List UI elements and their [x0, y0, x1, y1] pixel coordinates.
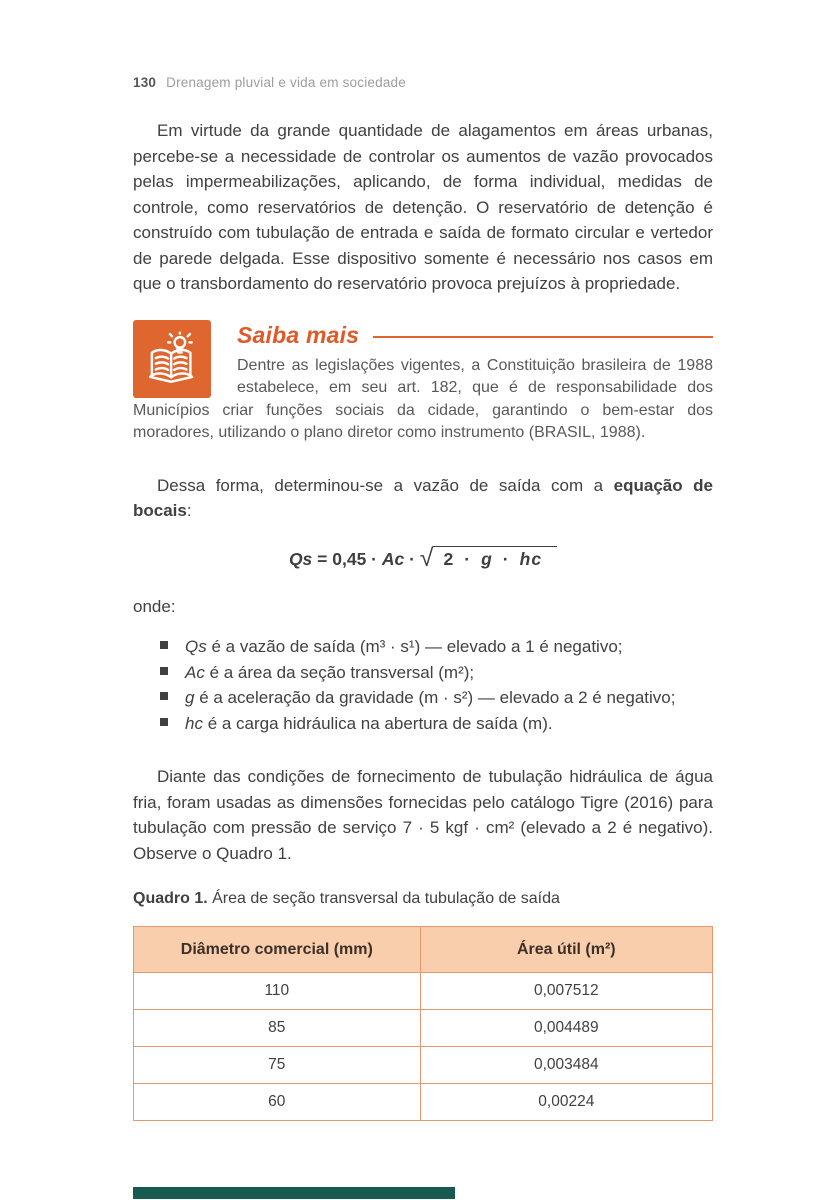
caption-label: Quadro 1.: [133, 890, 208, 907]
where-label: onde:: [133, 596, 176, 616]
table-row: [134, 1010, 713, 1047]
list-item: [133, 711, 713, 737]
square-bullet-icon: [160, 667, 168, 675]
saiba-mais-text: Dentre as legislações vigentes, a Constituição brasileira de 1988 estabelece, em seu art. 182, que é de responsabilidade dos Municípios criar funções sociais da cidade, garantindo o bem-estar dos moradores, utilizando o plano diretor como instrumento (BRASIL, 1988).: [133, 356, 713, 441]
saiba-mais-header: [237, 320, 713, 349]
radicand-dot1: ·: [464, 548, 472, 569]
radicand-dot2: ·: [502, 548, 510, 569]
formula-qs: Qs: [288, 548, 313, 569]
square-bullet-icon: [160, 641, 168, 649]
book-lightbulb-icon: [133, 320, 211, 398]
radicand: [433, 546, 558, 570]
bocais-equation: [133, 543, 713, 572]
table-row: [134, 1047, 713, 1084]
definition-text: hc é a carga hidráulica na abertura de saída (m).: [185, 713, 553, 733]
cell-area: 0,00224: [420, 1084, 712, 1121]
table-header-row: [134, 927, 713, 973]
list-item: [133, 685, 713, 711]
list-item: [133, 634, 713, 660]
radicand-hc: hc: [519, 548, 543, 569]
equation-intro: [133, 473, 713, 524]
equation-intro-prefix: Dessa forma, determinou-se a vazão de saída com a: [157, 475, 614, 495]
equation-intro-bold: equação de bocais: [133, 475, 713, 520]
saiba-mais-rule: [373, 336, 713, 338]
definition-text: Qs é a vazão de saída (m³ · s¹) — elevado a 1 é negativo;: [185, 637, 623, 656]
square-bullet-icon: [160, 692, 168, 700]
radicand-g: g: [481, 548, 493, 569]
column-header-area: Área útil (m²): [420, 927, 712, 973]
definition-text: Ac é a área da seção transversal (m²);: [185, 662, 475, 682]
cell-area: 0,003484: [420, 1047, 712, 1084]
cell-diametro: 110: [134, 973, 421, 1010]
caption-text: Área de seção transversal da tubulação de saída: [207, 890, 560, 907]
formula-ac: Ac: [381, 548, 405, 569]
column-header-diametro: Diâmetro comercial (mm): [134, 927, 421, 973]
list-item: [133, 660, 713, 686]
table-caption: [133, 888, 713, 910]
saiba-mais-box: [133, 320, 713, 445]
radical-sign-icon: √: [419, 543, 434, 572]
equation-intro-suffix: :: [186, 501, 192, 520]
quadro-1-table: [133, 926, 713, 1121]
table-row: [134, 1084, 713, 1121]
tigre-paragraph: Diante das condições de fornecimento de tubulação hidráulica de água fria, foram usadas as dimensões fornecidas pelo catálogo Tigre (2016) para tubulação com pressão de serviço 7 · 5 kgf · cm² (elevado a 2 é negativo). Observe o Quadro 1.: [133, 767, 713, 863]
formula-times: ·: [404, 548, 420, 569]
cell-area: 0,007512: [420, 973, 712, 1010]
square-root: [419, 543, 557, 572]
cell-diametro: 75: [134, 1047, 421, 1084]
page-number: 130: [133, 75, 157, 90]
cell-diametro: 85: [134, 1010, 421, 1047]
square-bullet-icon: [160, 718, 168, 726]
running-header: [133, 75, 713, 90]
footer-color-band: [133, 1187, 455, 1199]
formula-equals: = 0,45 ·: [312, 548, 382, 569]
running-title: Drenagem pluvial e vida em sociedade: [166, 75, 406, 90]
page-content: [133, 0, 713, 1121]
definition-text: g é a aceleração da gravidade (m · s²) — elevado a 2 é negativo;: [185, 688, 676, 707]
saiba-mais-title: Saiba mais: [237, 321, 360, 348]
cell-area: 0,004489: [420, 1010, 712, 1047]
radicand-2: 2: [443, 548, 455, 569]
cell-diametro: 60: [134, 1084, 421, 1121]
definition-list: [133, 634, 713, 736]
intro-paragraph: Em virtude da grande quantidade de alagamentos em áreas urbanas, percebe-se a necessidade de controlar os aumentos de vazão provocados pelas impermeabilizações, aplicando, de forma individual, medidas de controle, como reservatórios de detenção. O reservatório de detenção é construído com tubulação de entrada e saída de formato circular e vertedor de parede delgada. Esse dispositivo somente é necessário nos casos em que o transbordamento do reservatório provoca prejuízos à propriedade.: [133, 121, 713, 293]
table-row: [134, 973, 713, 1010]
